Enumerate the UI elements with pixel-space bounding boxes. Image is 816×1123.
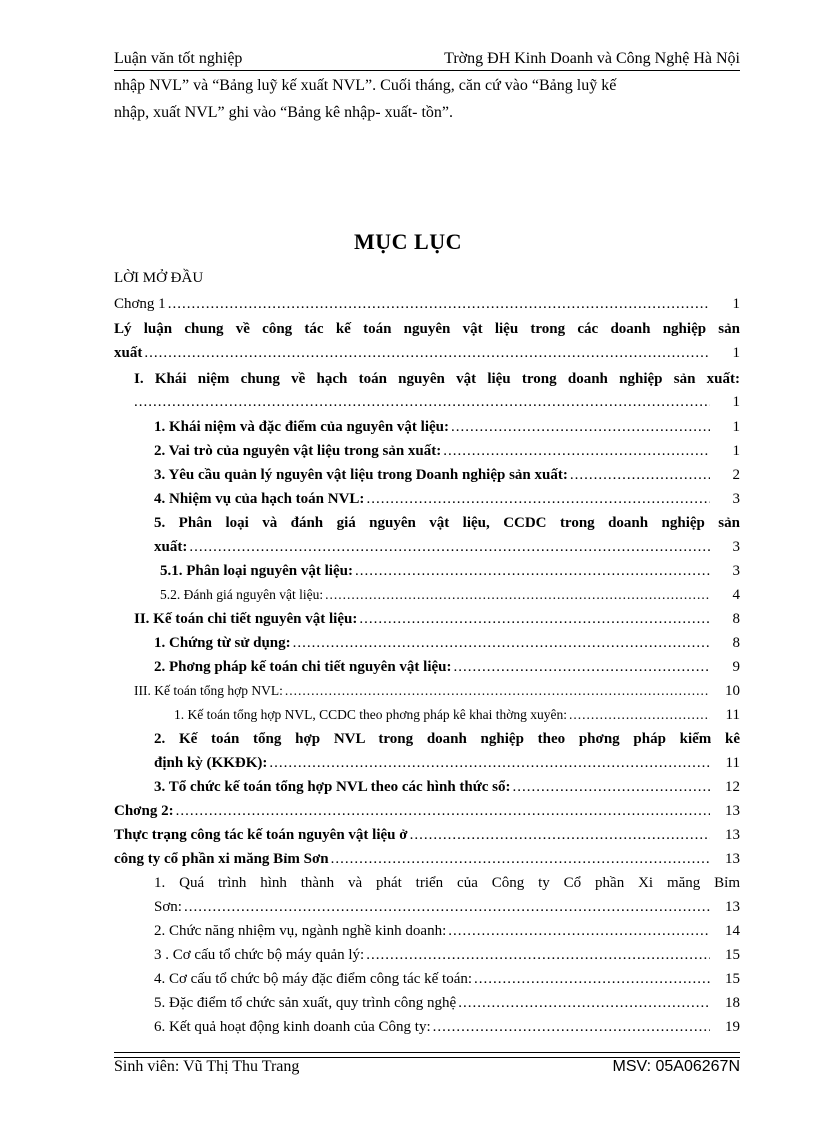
toc-entry[interactable]: 3. Yêu cầu quản lý nguyên vật liệu trong Doanh nghiệp sản xuất: ..... 2 — [154, 467, 740, 491]
page-footer — [114, 1058, 740, 1082]
header-university: Trờng ĐH Kinh Doanh và Công Nghệ Hà Nội — [444, 50, 740, 67]
toc-entry[interactable]: 1. Kế toán tổng hợp NVL, CCDC theo phơng pháp kê khai thờng xuyên: ..... 11 — [174, 707, 740, 731]
toc-entry[interactable]: Chơng 2: ..... 13 — [114, 803, 740, 827]
toc-entry[interactable]: 4. Cơ cấu tổ chức bộ máy đặc điểm công tác kế toán: ..... 15 — [154, 971, 740, 995]
toc-entry[interactable]: 1. Khái niệm và đặc điểm của nguyên vật liệu: ..... 1 — [154, 419, 740, 443]
toc-entry[interactable]: 2. Phơng pháp kế toán chi tiết nguyên vật liệu: ..... 9 — [154, 659, 740, 683]
toc-entry-line[interactable]: 1. Quá trình hình thành và phát triển của Công ty Cổ phần Xi măng Bỉm — [154, 875, 740, 891]
toc-title: MỤC LỤC — [354, 229, 462, 254]
toc-entry[interactable]: ..... 1 — [134, 394, 740, 418]
toc-entry[interactable]: 2. Vai trò của nguyên vật liệu trong sản xuất: ..... 1 — [154, 443, 740, 467]
toc-entry[interactable]: công ty cổ phần xi măng Bỉm Sơn ..... 13 — [114, 851, 740, 875]
toc-entry-line[interactable]: 5. Phân loại và đánh giá nguyên vật liệu, CCDC trong doanh nghiệp sản — [154, 515, 740, 531]
toc-entry[interactable]: 2. Chức năng nhiệm vụ, ngành nghề kinh doanh: ..... 14 — [154, 923, 740, 947]
toc-entry[interactable]: xuất: ..... 3 — [154, 539, 740, 563]
toc-entry[interactable]: 3 . Cơ cấu tổ chức bộ máy quản lý: ..... 15 — [154, 947, 740, 971]
toc-entry-line[interactable]: I. Khái niệm chung về hạch toán nguyên vật liệu trong doanh nghiệp sản xuất: — [134, 371, 740, 387]
header-thesis-label: Luận văn tốt nghiệp — [114, 50, 243, 67]
toc-entry[interactable]: xuất ..... 1 — [114, 345, 740, 369]
intro-line-1: nhập NVL” và “Bảng luỹ kế xuất NVL”. Cuối tháng, căn cứ vào “Bảng luỹ kế — [114, 77, 617, 94]
toc-entry[interactable]: Sơn: ..... 13 — [154, 899, 740, 923]
toc-entry[interactable]: định kỳ (KKĐK): ..... 11 — [154, 755, 740, 779]
toc-entry[interactable]: 4. Nhiệm vụ của hạch toán NVL: ..... 3 — [154, 491, 740, 515]
toc-entry[interactable]: Thực trạng công tác kế toán nguyên vật liệu ở ..... 13 — [114, 827, 740, 851]
toc-entry[interactable]: 5. Đặc điểm tổ chức sản xuất, quy trình công nghệ ..... 18 — [154, 995, 740, 1019]
footer-student-label: Sinh viên: — [114, 1058, 180, 1075]
footer-student-name: Vũ Thị Thu Trang — [183, 1058, 300, 1075]
toc-entry[interactable]: 1. Chứng từ sử dụng: ..... 8 — [154, 635, 740, 659]
toc-entry[interactable]: 5.1. Phân loại nguyên vật liệu: ..... 3 — [160, 563, 740, 587]
toc-intro-label: LỜI MỞ ĐẦU — [114, 270, 204, 286]
footer-msv: MSV: 05A06267N — [612, 1058, 740, 1075]
toc-entry[interactable]: III. Kế toán tổng hợp NVL: ..... 10 — [134, 683, 740, 707]
toc-entry[interactable]: 3. Tổ chức kế toán tổng hợp NVL theo các hình thức sổ: ..... 12 — [154, 779, 740, 803]
page-header — [114, 48, 740, 71]
toc-entry[interactable]: II. Kế toán chi tiết nguyên vật liệu: ..... 8 — [134, 611, 740, 635]
toc-entry[interactable]: 5.2. Đánh giá nguyên vật liệu: ..... 4 — [160, 587, 740, 611]
intro-line-2: nhập, xuất NVL” ghi vào “Bảng kê nhập- xuất- tồn”. — [114, 104, 454, 121]
toc-entry[interactable]: Chơng 1 ..... 1 — [114, 296, 740, 320]
toc-entry-line[interactable]: Lý luận chung về công tác kế toán nguyên vật liệu trong các doanh nghiệp sản — [114, 321, 740, 337]
toc-entry[interactable]: 6. Kết quả hoạt động kinh doanh của Công ty: ..... 19 — [154, 1019, 740, 1043]
toc-entry-line[interactable]: 2. Kế toán tổng hợp NVL trong doanh nghiệp theo phơng pháp kiểm kê — [154, 731, 740, 747]
